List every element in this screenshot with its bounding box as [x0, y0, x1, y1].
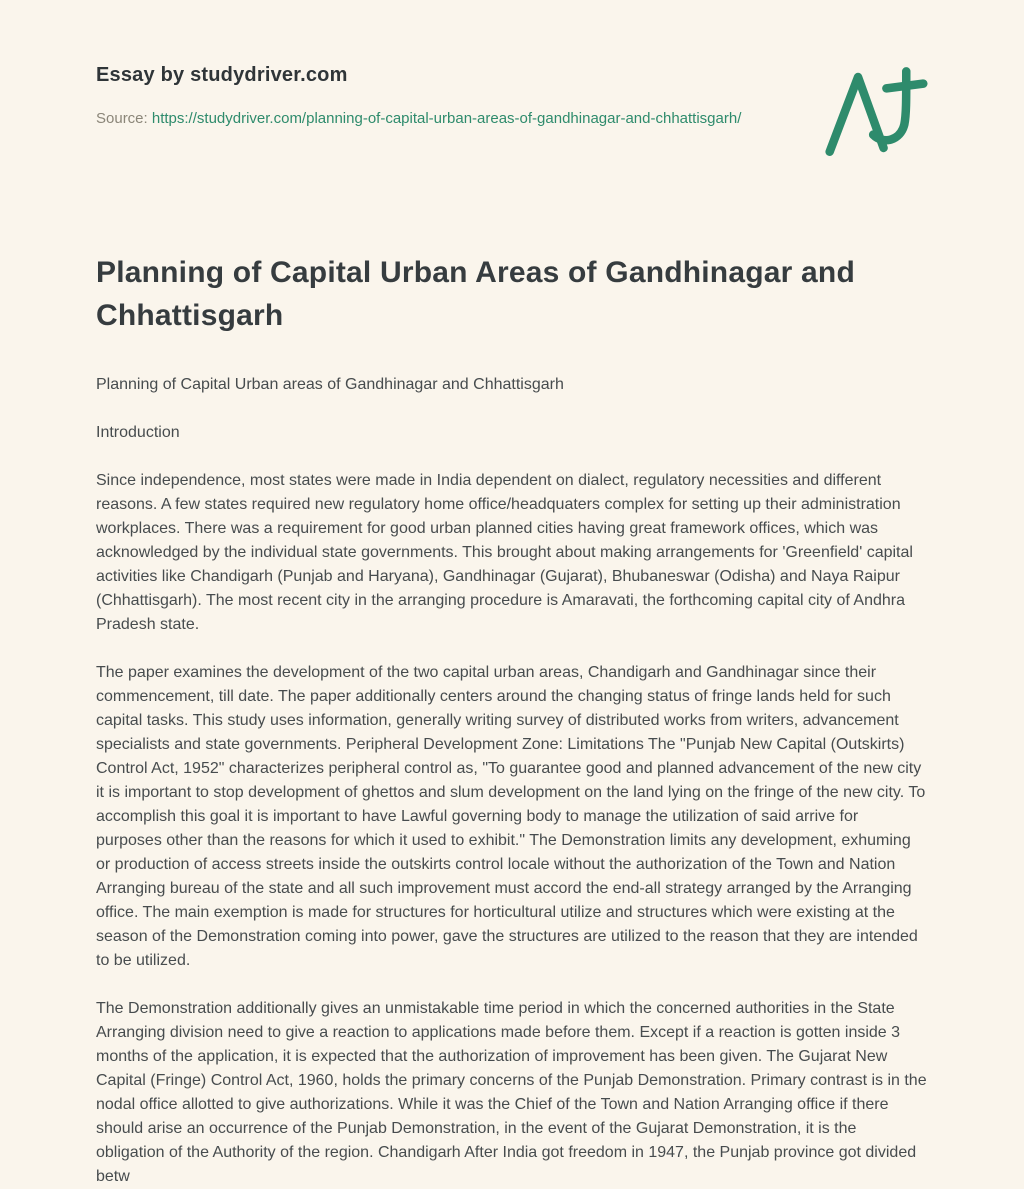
- article-subtitle: Planning of Capital Urban areas of Gandhinagar and Chhattisgarh: [96, 376, 564, 394]
- paragraph-2: The paper examines the development of the two capital urban areas, Chandigarh and Gandhinagar since their commencement, till date. The paper additionally centers around the changing status of fringe lands held for such capital tasks. This study uses information, generally writing survey of distributed works from writers, advancement specialists and state governments. Peripheral Development Zone: Limitations The "Punjab New Capital (Outskirts) Control Act, 1952" characterizes peripheral control as, "To guarantee good and planned advancement of the new city it is important to stop development of ghettos and slum development on the land lying on the fringe of the new city. To accomplish this goal it is important to have Lawful governing body to manage the utilization of said arrive for purposes other than the reasons for which it used to exhibit." The Demonstration limits any development, exhuming or production of access streets inside the outskirts control locale without the authorization of the Town and Nation Arranging bureau of the state and all such improvement must accord the end-all strategy arranged by the Arranging office. The main exemption is made for structures for horticultural utilize and structures which were existing at the season of the Demonstration coming into power, gave the structures are utilized to the reason that they are intended to be utilized.: [96, 664, 926, 970]
- section-heading-introduction: Introduction: [96, 424, 180, 442]
- paragraph-1: Since independence, most states were made in India dependent on dialect, regulatory necessities and different reasons. A few states required new regulatory home office/headquaters complex for setting up their administration workplaces. There was a requirement for good urban planned cities having great framework offices, which was acknowledged by the individual state governments. This brought about making arrangements for 'Greenfield' capital activities like Chandigarh (Punjab and Haryana), Gandhinagar (Gujarat), Bhubaneswar (Odisha) and Naya Raipur (Chhattisgarh). The most recent city in the arranging procedure is Amaravati, the forthcoming capital city of Andhra Pradesh state.: [96, 472, 913, 634]
- paragraph-3: The Demonstration additionally gives an unmistakable time period in which the concerned authorities in the State Arranging division need to give a reaction to applications made before them. Except if a reaction is gotten inside 3 months of the application, it is expected that the authorization of improvement has been given. The Gujarat New Capital (Fringe) Control Act, 1960, holds the primary concerns of the Punjab Demonstration. Primary contrast is in the nodal office allotted to give authorizations. While it was the Chief of the Town and Nation Arranging office if there should arise an occurrence of the Punjab Demonstration, in the event of the Gujarat Demonstration, it is the obligation of the Authority of the region. Chandigarh After India got freedom in 1947, the Punjab province got divided betw: [96, 1000, 927, 1186]
- source-label: Source:: [96, 110, 148, 127]
- page-title: Planning of Capital Urban Areas of Gandhinagar and Chhattisgarh: [96, 256, 855, 332]
- studydriver-logo: [824, 64, 928, 160]
- studydriver-logo-icon: [824, 64, 928, 160]
- source-url-link[interactable]: https://studydriver.com/planning-of-capital-urban-areas-of-gandhinagar-and-chhattisgarh/: [151, 110, 742, 127]
- header-text-block: [96, 64, 741, 131]
- page-header: [96, 64, 928, 160]
- essay-by-line: Essay by studydriver.com: [96, 64, 348, 86]
- source-line: [96, 107, 741, 131]
